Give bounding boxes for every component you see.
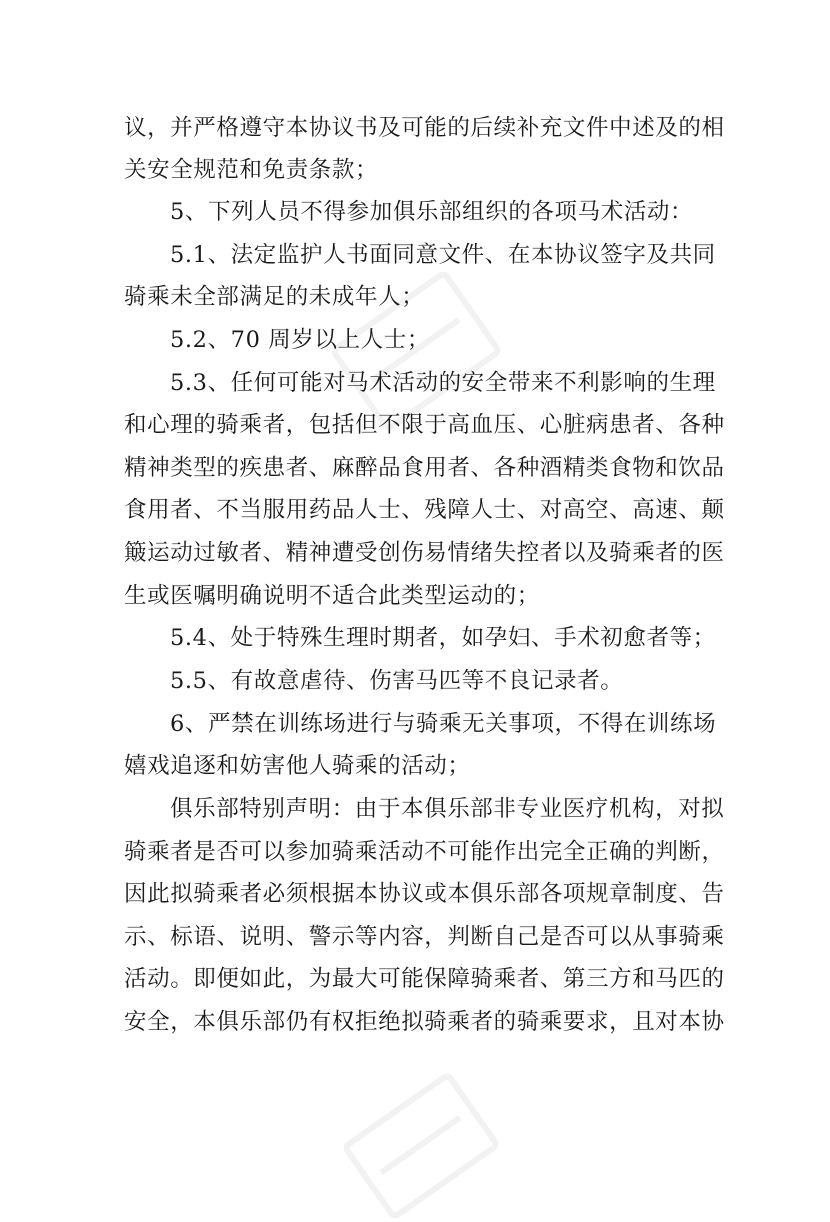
- text-line: 骑乘者是否可以参加骑乘活动不可能作出完全正确的判断，: [124, 839, 725, 865]
- text-line: 和心理的骑乘者，包括但不限于高血压、心脏病患者、各种: [124, 412, 725, 438]
- text-line: 5.1、法定监护人书面同意文件、在本协议签字及共同: [170, 242, 716, 268]
- text-line: 关安全规范和免责条款；: [124, 157, 379, 183]
- text-line: 因此拟骑乘者必须根据本协议或本俱乐部各项规章制度、告: [124, 881, 725, 907]
- text-line: 6、严禁在训练场进行与骑乘无关事项，不得在训练场: [170, 711, 717, 737]
- text-line: 示、标语、说明、警示等内容，判断自己是否可以从事骑乘: [124, 924, 725, 950]
- text-line: 5、下列人员不得参加俱乐部组织的各项马术活动：: [170, 199, 694, 225]
- text-line: 5.2、70 周岁以上人士；: [170, 327, 430, 353]
- text-line: 活动。即便如此，为最大可能保障骑乘者、第三方和马匹的: [124, 966, 725, 992]
- text-line: 精神类型的疾患者、麻醉品食用者、各种酒精类食物和饮品: [124, 455, 725, 481]
- text-line: 簸运动过敏者、精神遭受创伤易情绪失控者以及骑乘者的医: [124, 540, 725, 566]
- text-line: 生或医嘱明确说明不适合此类型运动的；: [124, 583, 540, 609]
- text-line: 5.5、有故意虐待、伤害马匹等不良记录者。: [170, 668, 624, 694]
- text-line: 俱乐部特别声明：由于本俱乐部非专业医疗机构，对拟: [170, 796, 725, 822]
- text-line: 嬉戏追逐和妨害他人骑乘的活动；: [124, 753, 471, 779]
- text-line: 5.4、处于特殊生理时期者，如孕妇、手术初愈者等；: [170, 625, 716, 651]
- text-line: 议，并严格遵守本协议书及可能的后续补充文件中述及的相: [124, 115, 725, 141]
- watermark-icon: [341, 1070, 502, 1221]
- text-line: 骑乘未全部满足的未成年人；: [124, 284, 425, 310]
- text-line: 安全，本俱乐部仍有权拒绝拟骑乘者的骑乘要求，且对本协: [124, 1009, 725, 1035]
- text-line: 5.3、任何可能对马术活动的安全带来不利影响的生理: [170, 370, 716, 396]
- text-line: 食用者、不当服用药品人士、残障人士、对高空、高速、颠: [124, 497, 725, 523]
